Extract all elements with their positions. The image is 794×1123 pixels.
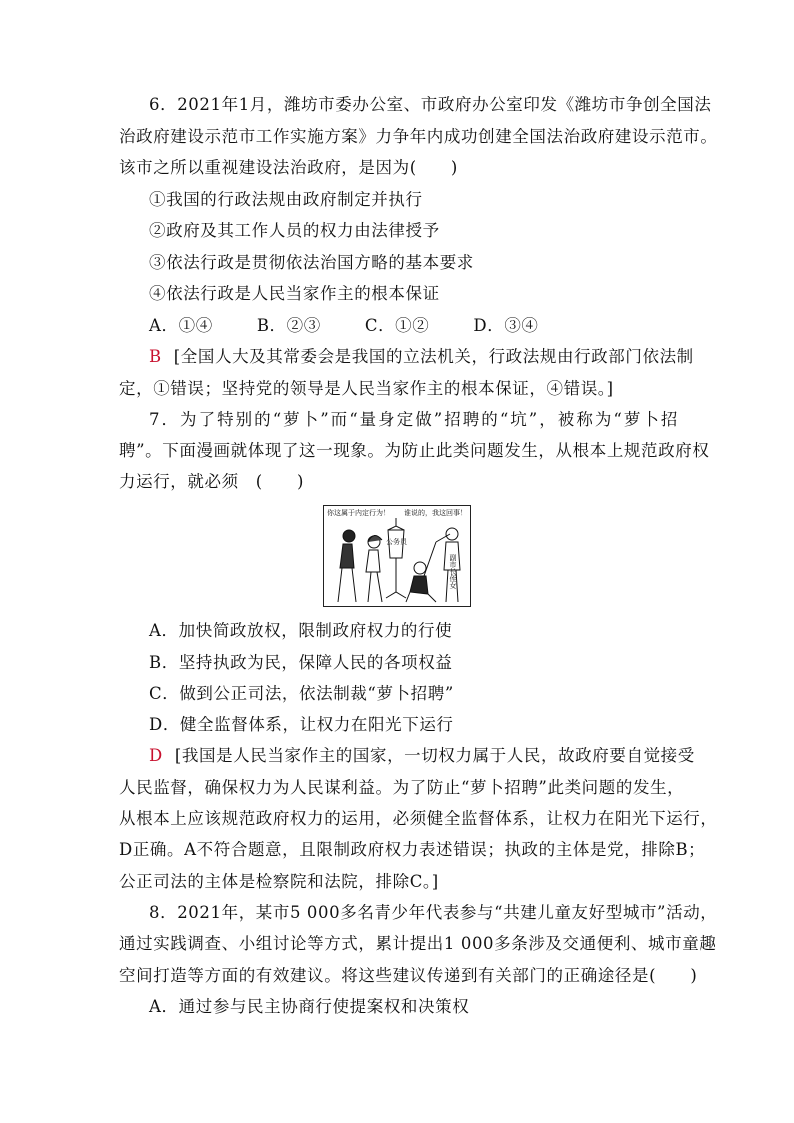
q8-stem-line-2: 通过实践调查、小组讨论等方式，累计提出1 000多条涉及交通便利、城市童趣 bbox=[119, 934, 717, 953]
q7-option-d: D．健全监督体系，让权力在阳光下运行 bbox=[149, 715, 454, 734]
q6-explanation-line-1: B [全国人大及其常委会是我国的立法机关，行政法规由行政部门依法制 bbox=[149, 347, 694, 366]
q6-item-1: ①我国的行政法规由政府制定并执行 bbox=[149, 190, 423, 209]
q7-explanation-line-2: 人民监督，确保权力为人民谋利益。为了防止“萝卜招聘”此类问题的发生， bbox=[119, 778, 685, 797]
q7-explanation-line-1: D [我国是人民当家作主的国家，一切权力属于人民，故政府要自觉接受 bbox=[149, 746, 695, 765]
q7-answer: D bbox=[149, 746, 163, 765]
q8-option-a: A．通过参与民主协商行使提案权和决策权 bbox=[149, 997, 470, 1016]
q7-stem-line-1: 7．为了特别的“萝卜”而“量身定做”招聘的“坑”，被称为“萝卜招 bbox=[149, 410, 678, 429]
q6-answer: B bbox=[149, 347, 162, 366]
q6-option-d: D．③④ bbox=[473, 316, 539, 335]
q8-stem-line-3: 空间打造等方面的有效建议。将这些建议传递到有关部门的正确途径是( ) bbox=[119, 966, 698, 985]
q6-stem-line-1: 6．2021年1月，潍坊市委办公室、市政府办公室印发《潍坊市争创全国法 bbox=[149, 95, 712, 114]
q7-explanation-line-3: 从根本上应该规范政府权力的运用，必须健全监督体系，让权力在阳光下运行， bbox=[119, 809, 718, 828]
q6-option-b: B．②③ bbox=[256, 316, 321, 335]
q7-explanation-line-4: D正确。A不符合题意，且限制政府权力表述错误；执政的主体是党，排除B； bbox=[119, 840, 706, 859]
q7-option-a: A．加快简政放权，限制政府权力的行使 bbox=[149, 621, 453, 640]
q6-options bbox=[149, 316, 678, 336]
q7-explanation-line-5: 公正司法的主体是检察院和法院，排除C。] bbox=[119, 872, 439, 891]
cartoon-caption-right: 谁说的，我这回事！ bbox=[404, 509, 467, 517]
q6-item-2: ②政府及其工作人员的权力由法律授予 bbox=[149, 221, 440, 240]
q6-item-4: ④依法行政是人民当家作主的根本保证 bbox=[149, 284, 440, 303]
q6-option-c: C．①② bbox=[364, 316, 430, 335]
q7-option-b: B．坚持执政为民，保障人民的各项权益 bbox=[149, 653, 453, 672]
q7-stem-line-2: 聘”。下面漫画就体现了这一现象。为防止此类问题发生，从根本上规范政府权 bbox=[119, 441, 710, 460]
q7-option-c: C．做到公正司法，依法制裁“萝卜招聘” bbox=[149, 684, 454, 703]
cartoon-label-niece: 副市长侄女 bbox=[449, 554, 457, 589]
q6-explanation-line-2: 定，①错误；坚持党的领导是人民当家作主的根本保证，④错误。] bbox=[119, 379, 614, 398]
q6-stem-line-2: 治政府建设示范市工作实施方案》力争年内成功创建全国法治政府建设示范市。 bbox=[119, 127, 718, 146]
q6-stem-line-3: 该市之所以重视建设法治政府，是因为( ) bbox=[119, 158, 458, 177]
q8-stem-line-1: 8．2021年，某市5 000多名青少年代表参与“共建儿童友好型城市”活动， bbox=[149, 903, 718, 922]
cartoon-caption-left: 你这属于内定行为！ bbox=[327, 509, 390, 517]
q6-item-3: ③依法行政是贯彻依法治国方略的基本要求 bbox=[149, 253, 474, 272]
q6-option-a: A．①④ bbox=[149, 316, 213, 335]
cartoon-label-civil-servant: 公务员 bbox=[386, 538, 407, 546]
q7-stem-line-3: 力运行，就必须 ( ) bbox=[119, 472, 305, 491]
cartoon-image bbox=[323, 505, 471, 607]
